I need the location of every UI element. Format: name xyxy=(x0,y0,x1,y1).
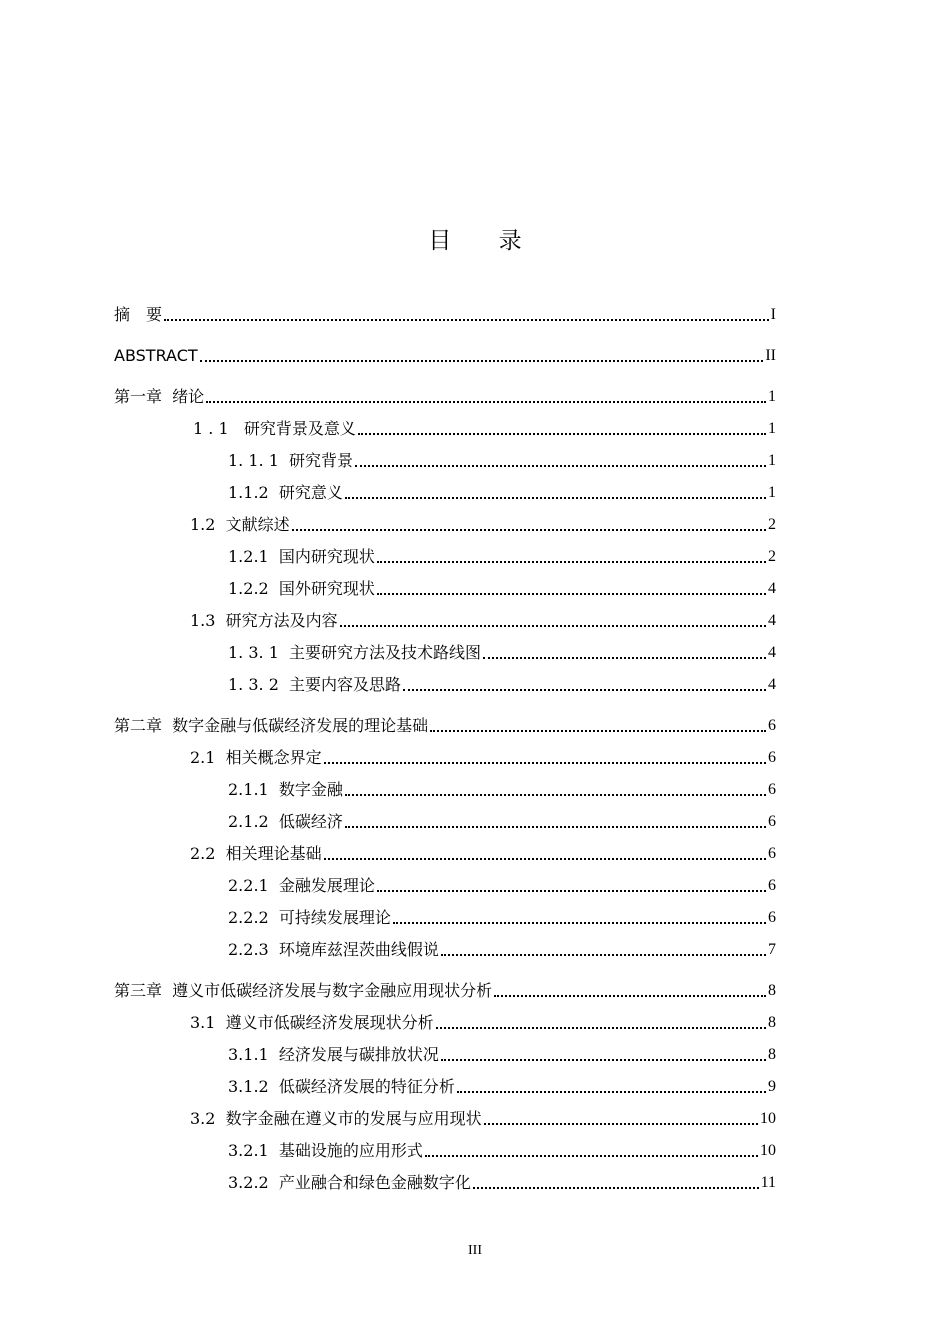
toc-entry-1-2-1[interactable] xyxy=(228,545,776,567)
toc-entry-label: 2.1 相关概念界定 xyxy=(190,748,322,767)
toc-entry-2-1[interactable] xyxy=(190,746,776,768)
toc-entry-label: 2.2 相关理论基础 xyxy=(190,844,322,863)
toc-entry-1-3-2[interactable] xyxy=(228,673,776,695)
toc-entry-3-2-1[interactable] xyxy=(228,1139,776,1161)
toc-entry-page: 6 xyxy=(768,717,776,734)
toc-entry-3-1-1[interactable] xyxy=(228,1043,776,1065)
toc-entry-label: 1.3 研究方法及内容 xyxy=(190,611,338,630)
dot-leader xyxy=(377,593,766,595)
dot-leader xyxy=(345,497,766,499)
toc-entry-page: 4 xyxy=(768,644,776,661)
toc-entry-page: 6 xyxy=(768,909,776,926)
toc-entry-label: 3.2 数字金融在遵义市的发展与应用现状 xyxy=(190,1109,482,1128)
toc-entry-label: 2.1.1 数字金融 xyxy=(228,780,343,799)
dot-leader xyxy=(358,433,766,435)
dot-leader xyxy=(206,401,766,403)
dot-leader xyxy=(457,1091,766,1093)
toc-entry-page: 7 xyxy=(768,941,776,958)
toc-entry-label: 1.2.2 国外研究现状 xyxy=(228,579,375,598)
toc-entry-label: 2.1.2 低碳经济 xyxy=(228,812,343,831)
toc-entry-2-2-3[interactable] xyxy=(228,938,776,960)
toc-entry-page: 8 xyxy=(768,1014,776,1031)
toc-entry-page: 1 xyxy=(768,452,776,469)
dot-leader xyxy=(324,762,766,764)
toc-entry-abstract-en[interactable] xyxy=(114,344,776,366)
toc-entry-3-1-2[interactable] xyxy=(228,1075,776,1097)
dot-leader xyxy=(340,625,766,627)
toc-entry-label: 1. 3. 1 主要研究方法及技术路线图 xyxy=(228,643,482,662)
dot-leader xyxy=(484,1123,758,1125)
toc-entry-page: 4 xyxy=(768,612,776,629)
toc-entry-label: 3.1.1 经济发展与碳排放状况 xyxy=(228,1045,439,1064)
toc-entry-page: 6 xyxy=(768,877,776,894)
toc-entry-label: 3.2.2 产业融合和绿色金融数字化 xyxy=(228,1173,471,1192)
dot-leader xyxy=(473,1187,759,1189)
toc-entry-page: 6 xyxy=(768,845,776,862)
toc-entry-3-2[interactable] xyxy=(190,1107,776,1129)
toc-entry-page: 6 xyxy=(768,813,776,830)
dot-leader xyxy=(494,995,766,997)
page-title: 目 录 xyxy=(428,228,542,254)
dot-leader xyxy=(355,465,766,467)
toc-entry-label: 2.2.2 可持续发展理论 xyxy=(228,908,391,927)
toc-entry-label: 1.2 文献综述 xyxy=(190,515,290,534)
toc-entry-page: 10 xyxy=(760,1110,776,1127)
dot-leader xyxy=(430,730,766,732)
toc-entry-page: II xyxy=(765,347,776,364)
toc-entry-page: 4 xyxy=(768,676,776,693)
toc-entry-1-3-1[interactable] xyxy=(228,641,776,663)
dot-leader xyxy=(324,858,766,860)
dot-leader xyxy=(164,319,769,321)
toc-entry-page: 2 xyxy=(768,548,776,565)
toc-entry-chapter-2[interactable] xyxy=(114,714,776,736)
toc-entry-chapter-3[interactable] xyxy=(114,979,776,1001)
toc-entry-page: 4 xyxy=(768,580,776,597)
dot-leader xyxy=(441,954,766,956)
dot-leader xyxy=(345,794,766,796)
toc-entry-label: 第三章 遵义市低碳经济发展与数字金融应用现状分析 xyxy=(114,981,493,1000)
dot-leader xyxy=(377,890,766,892)
dot-leader xyxy=(425,1155,758,1157)
toc-entry-label: 3.2.1 基础设施的应用形式 xyxy=(228,1141,423,1160)
dot-leader xyxy=(483,657,766,659)
toc-entry-1-1[interactable] xyxy=(193,417,776,439)
dot-leader xyxy=(292,529,766,531)
dot-leader xyxy=(436,1027,766,1029)
toc-entry-label: 第二章 数字金融与低碳经济发展的理论基础 xyxy=(114,716,429,735)
toc-entry-abstract-cn[interactable] xyxy=(114,303,776,325)
toc-entry-page: 9 xyxy=(768,1078,776,1095)
toc-entry-1-1-2[interactable] xyxy=(228,481,776,503)
toc-entry-chapter-1[interactable] xyxy=(114,385,776,407)
toc-entry-label: 3.1 遵义市低碳经济发展现状分析 xyxy=(190,1013,434,1032)
toc-entry-label: 3.1.2 低碳经济发展的特征分析 xyxy=(228,1077,455,1096)
toc-entry-label: 1 . 1 研究背景及意义 xyxy=(193,419,356,438)
toc-entry-1-3[interactable] xyxy=(190,609,776,631)
toc-entry-page: I xyxy=(770,306,776,323)
toc-entry-label: 1. 3. 2 主要内容及思路 xyxy=(228,675,402,694)
toc-entry-2-1-2[interactable] xyxy=(228,810,776,832)
toc-entry-page: 1 xyxy=(768,388,776,405)
toc-entry-page: 1 xyxy=(768,484,776,501)
toc-entry-label: 1. 1. 1 研究背景 xyxy=(228,451,354,470)
toc-entry-label: ABSTRACT xyxy=(114,346,198,365)
dot-leader xyxy=(441,1059,766,1061)
toc-entry-2-2-2[interactable] xyxy=(228,906,776,928)
toc-entry-3-1[interactable] xyxy=(190,1011,776,1033)
dot-leader xyxy=(345,826,766,828)
toc-entry-label: 1.1.2 研究意义 xyxy=(228,483,343,502)
toc-entry-1-2-2[interactable] xyxy=(228,577,776,599)
toc-entry-label: 第一章 绪论 xyxy=(114,387,205,406)
dot-leader xyxy=(393,922,766,924)
dot-leader xyxy=(403,689,766,691)
toc-entry-page: 8 xyxy=(768,1046,776,1063)
toc-entry-label: 1.2.1 国内研究现状 xyxy=(228,547,375,566)
toc-entry-2-1-1[interactable] xyxy=(228,778,776,800)
toc-entry-page: 2 xyxy=(768,516,776,533)
toc-entry-label: 2.2.1 金融发展理论 xyxy=(228,876,375,895)
dot-leader xyxy=(377,561,766,563)
toc-entry-page: 10 xyxy=(760,1142,776,1159)
toc-entry-page: 6 xyxy=(768,749,776,766)
toc-entry-page: 11 xyxy=(760,1174,776,1191)
toc-entry-page: 6 xyxy=(768,781,776,798)
toc-entry-page: 1 xyxy=(768,420,776,437)
toc-entry-label: 摘 要 xyxy=(114,305,163,324)
toc-entry-1-2[interactable] xyxy=(190,513,776,535)
toc-entry-2-2-1[interactable] xyxy=(228,874,776,896)
toc-entry-label: 2.2.3 环境库兹涅茨曲线假说 xyxy=(228,940,439,959)
toc-entry-2-2[interactable] xyxy=(190,842,776,864)
page-number: III xyxy=(468,1243,482,1258)
toc-entry-3-2-2[interactable] xyxy=(228,1171,776,1193)
dot-leader xyxy=(200,360,764,362)
toc-entry-page: 8 xyxy=(768,982,776,999)
toc-entry-1-1-1[interactable] xyxy=(228,449,776,471)
